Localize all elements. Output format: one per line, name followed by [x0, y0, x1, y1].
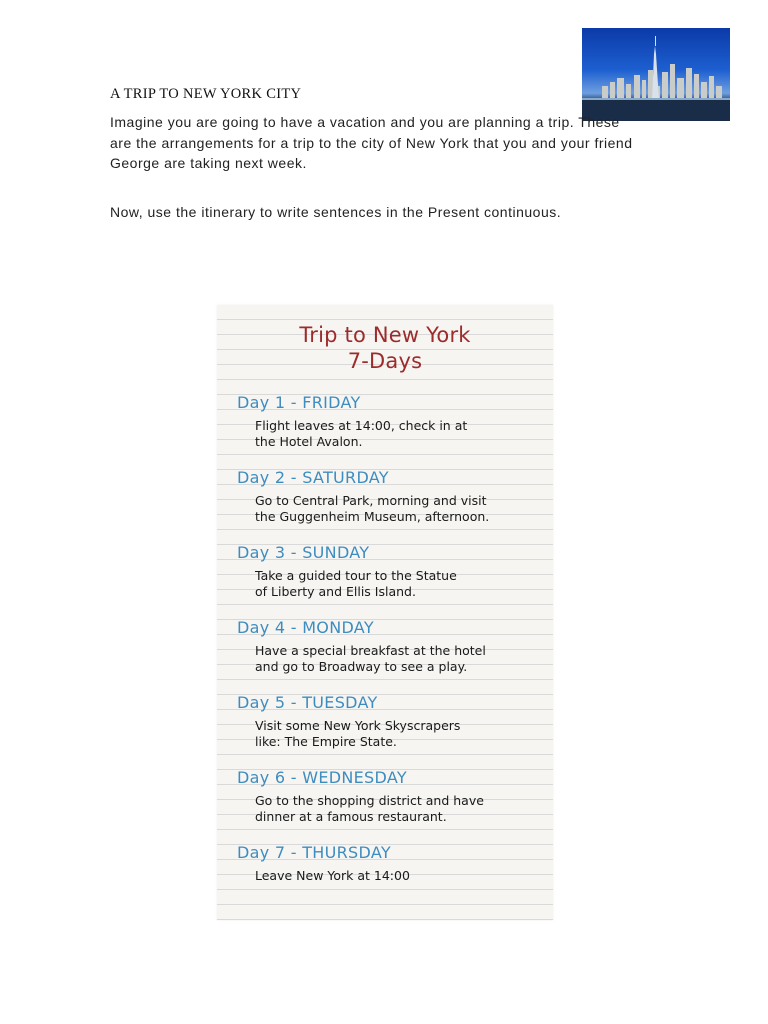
- day-description-line: Flight leaves at 14:00, check in at: [255, 418, 468, 433]
- day-description-line: Visit some New York Skyscrapers: [255, 718, 461, 733]
- day-description: [255, 418, 545, 450]
- intro-paragraph: Imagine you are going to have a vacation and you are planning a trip. These are the arrangements for a trip to the city of New York that you and your friend George are taking next week.: [110, 114, 633, 171]
- day-description-line: Go to the shopping district and have: [255, 793, 484, 808]
- day-heading: Day 1 - FRIDAY: [237, 393, 361, 412]
- document-title: A TRIP TO NEW YORK CITY: [110, 86, 302, 102]
- day-description: [255, 568, 545, 600]
- day-description: [255, 643, 545, 675]
- itinerary-subtitle: 7-Days: [347, 349, 423, 373]
- day-description-line: Have a special breakfast at the hotel: [255, 643, 486, 658]
- day-heading: Day 3 - SUNDAY: [237, 543, 370, 562]
- day-description-line: the Hotel Avalon.: [255, 434, 363, 449]
- day-description-line: the Guggenheim Museum, afternoon.: [255, 509, 490, 524]
- day-heading: Day 5 - TUESDAY: [237, 693, 378, 712]
- day-description: [255, 868, 545, 884]
- new-york-skyline-image: [582, 28, 730, 121]
- skyline-icon: [582, 28, 730, 121]
- day-description-line: Leave New York at 14:00: [255, 868, 410, 883]
- day-description-line: Go to Central Park, morning and visit: [255, 493, 487, 508]
- day-description-line: Take a guided tour to the Statue: [255, 568, 457, 583]
- day-heading: Day 6 - WEDNESDAY: [237, 768, 407, 787]
- itinerary-notepad: [217, 305, 553, 920]
- day-description: [255, 718, 545, 750]
- day-description: [255, 493, 545, 525]
- day-description-line: of Liberty and Ellis Island.: [255, 584, 416, 599]
- day-heading: Day 2 - SATURDAY: [237, 468, 389, 487]
- itinerary-title: Trip to New York: [299, 323, 471, 347]
- day-description-line: and go to Broadway to see a play.: [255, 659, 468, 674]
- day-description-line: like: The Empire State.: [255, 734, 397, 749]
- day-description: [255, 793, 545, 825]
- day-description-line: dinner at a famous restaurant.: [255, 809, 447, 824]
- day-heading: Day 7 - THURSDAY: [237, 843, 391, 862]
- day-heading: Day 4 - MONDAY: [237, 618, 374, 637]
- instruction-text: Now, use the itinerary to write sentences in the Present continuous.: [110, 204, 562, 220]
